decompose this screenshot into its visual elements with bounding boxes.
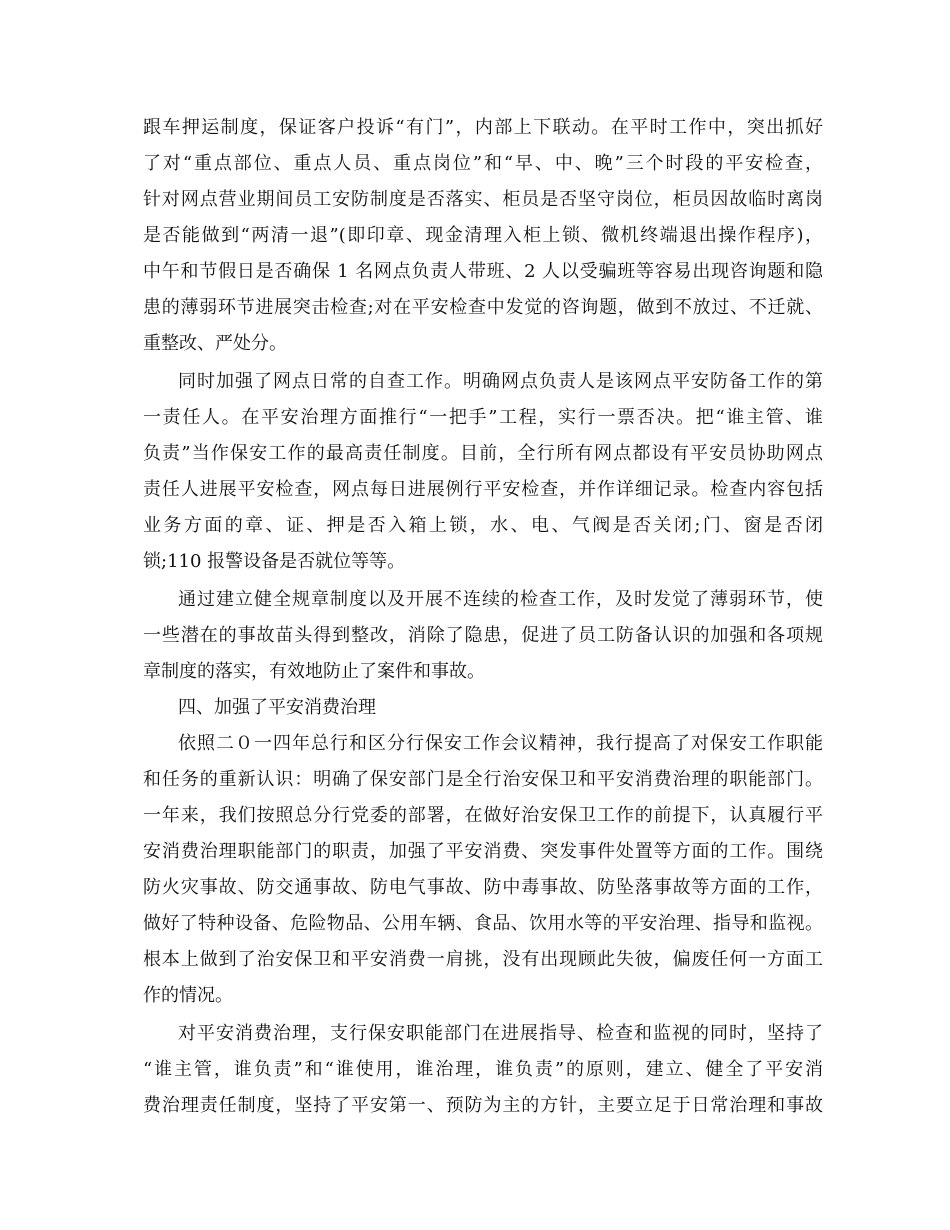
text-line-4: 是否能做到“两清一退”(即印章、现金清理入柜上锁、微机终端退出操作程序)， — [143, 225, 823, 246]
text-line-22: 防火灾事故、防交通事故、防电气事故、防中毒事故、防坠落事故等方面的工作， — [143, 877, 823, 898]
text-line-20: 一年来，我们按照总分行党委的部署，在做好治安保卫工作的前提下，认真履行平 — [143, 805, 823, 826]
text-line-16: 章制度的落实，有效地防止了案件和事故。 — [143, 661, 485, 682]
paragraph-start-1: 同时加强了网点日常的自查工作。明确网点负责人是该网点平安防备工作的第 — [178, 371, 823, 392]
text-line-23: 做好了特种设备、危险物品、公用车辆、食品、饮用水等的平安治理、指导和监视。 — [143, 913, 823, 934]
text-line-11: 责任人进展平安检查，网点每日进展例行平安检查，并作详细记录。检查内容包括 — [143, 479, 823, 500]
text-line-19: 和任务的重新认识：明确了保安部门是全行治安保卫和平安消费治理的职能部门。 — [143, 769, 823, 790]
text-line-9: 一责任人。在平安治理方面推行“一把手”工程，实行一票否决。把“谁主管、谁 — [143, 407, 823, 428]
paragraph-start-3: 依照二０一四年总行和区分行保安工作会议精神，我行提高了对保安工作职能 — [178, 733, 823, 754]
text-line-1: 跟车押运制度，保证客户投诉“有门”，内部上下联动。在平时工作中，突出抓好 — [143, 117, 823, 138]
text-line-6: 患的薄弱环节进展突击检查;对在平安检查中发觉的咨询题，做到不放过、不迁就、 — [143, 297, 823, 318]
text-line-21: 安消费治理职能部门的职责，加强了平安消费、突发事件处置等方面的工作。围绕 — [143, 841, 823, 862]
text-line-27: “谁主管，谁负责”和“谁使用，谁治理，谁负责”的原则，建立、健全了平安消 — [143, 1059, 823, 1080]
text-line-10: 负责”当作保安工作的最高责任制度。目前，全行所有网点都设有平安员协助网点 — [143, 443, 823, 464]
text-line-13: 锁;110 报警设备是否就位等等。 — [143, 551, 406, 572]
text-line-28: 费治理责任制度，坚持了平安第一、预防为主的方针，主要立足于日常治理和事故 — [143, 1095, 823, 1116]
text-line-3: 针对网点营业期间员工安防制度是否落实、柜员是否坚守岗位，柜员因故临时离岗 — [143, 189, 823, 210]
text-line-5: 中午和节假日是否确保 1 名网点负责人带班、2 人以受骗班等容易出现咨询题和隐 — [143, 261, 823, 282]
text-line-7: 重整改、严处分。 — [143, 333, 287, 354]
section-heading: 四、加强了平安消费治理 — [178, 697, 376, 718]
paragraph-start-4: 对平安消费治理，支行保安职能部门在进展指导、检查和监视的同时，坚持了 — [178, 1023, 823, 1044]
text-line-25: 作的情况。 — [143, 985, 233, 1006]
text-line-2: 了对“重点部位、重点人员、重点岗位”和“早、中、晚”三个时段的平安检查， — [143, 153, 823, 174]
paragraph-start-2: 通过建立健全规章制度以及开展不连续的检查工作，及时发觉了薄弱环节，使 — [178, 589, 823, 610]
text-line-24: 根本上做到了治安保卫和平安消费一肩挑，没有出现顾此失彼，偏废任何一方面工 — [143, 949, 823, 970]
text-line-12: 业务方面的章、证、押是否入箱上锁，水、电、气阀是否关闭;门、窗是否闭 — [143, 515, 823, 536]
text-line-15: 一些潜在的事故苗头得到整改，消除了隐患，促进了员工防备认识的加强和各项规 — [143, 625, 823, 646]
